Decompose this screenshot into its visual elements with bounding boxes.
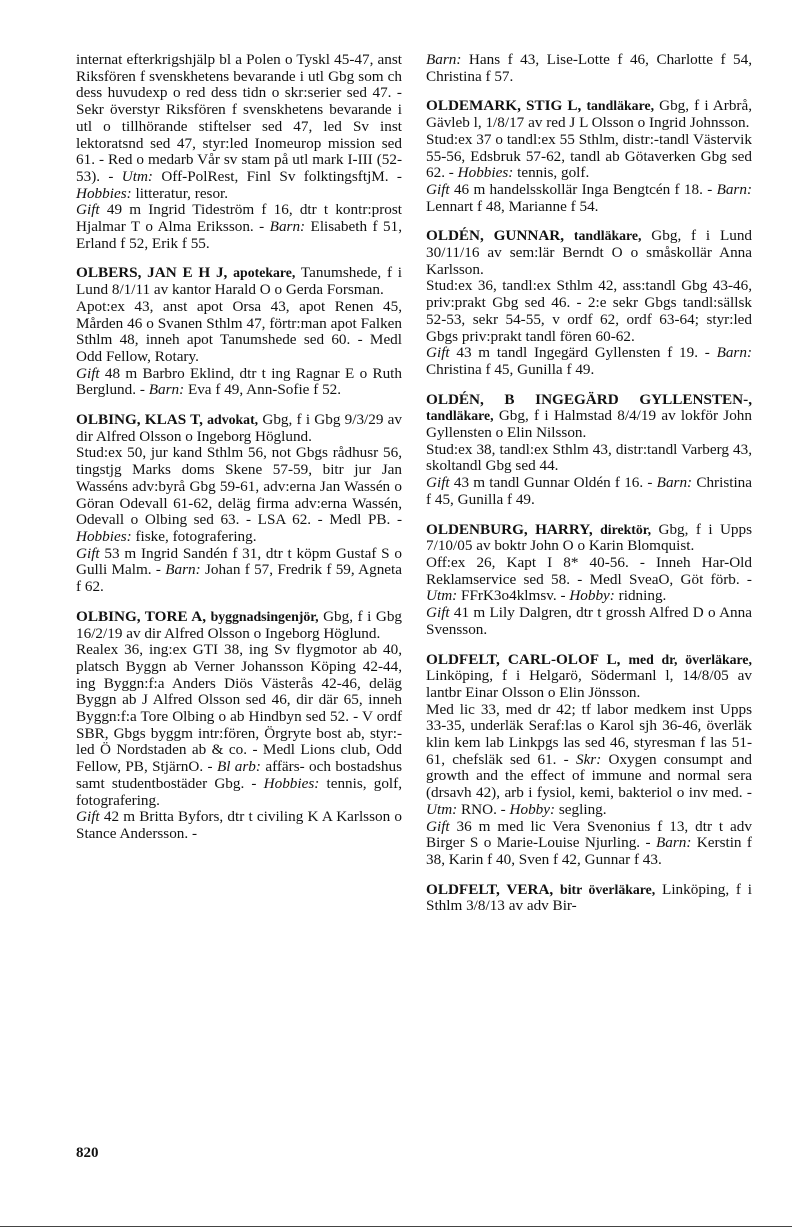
entry-text: Off:ex 26, Kapt I 8* 40-56. - Inneh Har-Old Reklamservice sed 58. - Medl SveaO, Göt förb. - [426,553,752,588]
entry-text: FFrK3o4klmsv. - [457,587,570,605]
entry-text: Apot:ex 43, anst apot Orsa 43, apot Renen 45, Mården 46 o Svanen Sthlm 47, förtr:man apot Falken Sthlm 48, inneh apot Tanumshede sed 60. - Medl Odd Fellow, Rotary. [76,297,402,365]
entry-paragraph [426,442,752,475]
entry-text: tennis, golf. [513,164,590,182]
field-label: Utm: [426,587,458,605]
entry-text: 48 m Barbro Eklind, dtr t ing Ragnar E o Ruth Berglund. - [76,364,402,399]
entry-paragraph [426,132,752,182]
right-column [426,52,752,915]
entry-title: med dr, överläkare, [628,651,752,667]
entry-text: 43 m tandl Gunnar Oldén f 16. - [449,474,657,492]
entry-name: OLDFELT, VERA, [426,880,554,898]
entry-paragraph [426,98,752,131]
entry-paragraph [76,366,402,399]
entry-text: 41 m Lily Dalgren, dtr t grossh Alfred D o Anna Svensson. [426,604,752,638]
entry-text: Gbg, f i Upps 7/10/05 av boktr John O o Karin Blomquist. [426,520,753,555]
entry-text: Christina f 45, Gunilla f 49. [426,360,595,378]
field-label: Barn: [655,834,692,852]
entry-olden-b-ingegard-gyllensten [426,392,752,509]
left-column [76,52,402,843]
field-label: Bl arb: [216,758,261,776]
entry-text: Linköping, f i Helgarö, Södermanl l, 14/8/05 av lantbr Einar Olsson o Elin Jönsson. [426,667,752,701]
entry-text: 46 m handelsskollär Inga Bengtcén f 18. - [449,180,717,198]
field-label: Utm: [426,800,458,818]
entry-text: ridning. [614,587,667,605]
entry-name: OLDENBURG, HARRY, [426,520,593,538]
field-label: Skr: [575,750,602,768]
entry-paragraph [426,819,752,869]
entry-text: Stud:ex 38, tandl:ex Sthlm 43, distr:tandl Varberg 43, skoltandl Gbg sed 44. [426,440,752,475]
entry-paragraph [426,228,752,278]
entry-title: direktör, [600,521,652,537]
entry-text: Hans f 43, Lise-Lotte f 46, Charlotte f 54, Christina f 57. [426,51,752,85]
field-label: Gift [426,817,450,835]
field-label: Hobbies: [457,164,514,182]
field-label: Gift [426,604,450,622]
entry-paragraph [426,52,752,85]
entry-text: Stud:ex 37 o tandl:ex 55 Sthlm, distr:-tandl Västervik 55-56, Edsbruk 57-62, tandl ab Götaverken Gbg sed 62. - [426,130,752,182]
entry-name: OLBING, TORE A, [76,607,207,625]
field-label: Hobbies: [76,527,132,545]
field-label: Gift [76,808,100,826]
entry-text: segling. [555,800,607,818]
entry-paragraph [426,882,752,915]
entry-text: 43 m tandl Ingegärd Gyllensten f 19. - [449,344,717,362]
entry-name: OLDÉN, B INGEGÄRD GYLLENSTEN-, [426,390,752,408]
entry-paragraph [76,202,402,252]
field-label: Gift [426,180,450,198]
field-label: Gift [426,474,450,492]
field-label: Gift [426,344,450,362]
field-label: Barn: [716,344,752,362]
entry-paragraph [426,278,752,345]
entry-text: Eva f 49, Ann-Sofie f 52. [184,381,342,399]
entry-paragraph [76,412,402,445]
entry-paragraph [76,265,402,298]
entry-paragraph [426,555,752,605]
entry-paragraph [426,652,752,702]
entry-text: 42 m Britta Byfors, dtr t civiling K A Karlsson o Stance Andersson. - [76,808,402,842]
entry-paragraph [426,345,752,378]
entry-paragraph [426,392,752,442]
entry-paragraph [426,475,752,508]
field-label: Utm: [121,167,153,185]
entry-text: Elisabeth f 51, Erland f 52, Erik f 55. [76,218,403,252]
entry-title: byggnadsingenjör, [210,608,319,624]
field-label: Hobbies: [263,774,320,792]
field-label: Barn: [716,180,752,198]
entry-text: Christina f 45, Gunilla f 49. [426,474,753,508]
entry-text: Johan f 57, Fredrik f 59, Agneta f 62. [76,561,402,596]
entry-text: Gbg, f i Gbg 16/2/19 av dir Alfred Olsson o Ingeborg Höglund. [76,607,403,642]
entry-paragraph [76,546,402,596]
entry-text: Gbg, f i Halmstad 8/4/19 av lokför John Gyllensten o Elin Nilsson. [426,407,752,442]
entry-name: OLDFELT, CARL-OLOF L, [426,650,621,668]
entry-olbing-klas-t [76,412,402,596]
entry-text: Linköping, f i Sthlm 3/8/13 av adv Bir- [426,880,752,915]
entry-paragraph [426,182,752,215]
entry-oldenburg-harry [426,522,752,639]
entry-oldfelt-vera [426,882,752,915]
field-label: Barn: [148,381,185,399]
entry-text: Realex 36, ing:ex GTI 38, ing Sv flygmotor ab 40, platsch Byggn ab Verner Johansson Köping 42-44, ing Byggn:f:a Anders Diös Västerås 42-46, deläg Byggn ab J Alfred Olsson sed 46, dir där 65, inneh Byggn:f:a Tore Olbing o ab Hindbyn sed 52. - V ordf SBR, Gbgs byggm intr:fören, Örgryte bost ab, styr:-led Ö Nordstaden ab & co. - Medl Lions club, Odd Fellow, PB, StjärnO. - [76,641,402,776]
entry-text: RNO. - [457,800,510,818]
entry-text: Oxygen consumpt and growth and the effect of immune and normal sera (drsavh 42), arb i fysiol, kemi, bakteriol o inv med. - [426,750,753,802]
entry-olbers-jan-e-h-j [76,265,402,399]
entry-olden-gunnar [426,228,752,378]
entry-text: fiske, fotografering. [131,527,257,545]
entry-text: 49 m Ingrid Tideström f 16, dtr t kontr:prost Hjalmar T o Alma Eriksson. - [76,201,402,236]
entry-name: OLDEMARK, STIG L, [426,97,582,115]
entry-text: 36 m med lic Vera Svenonius f 13, dtr t adv Birger S o Marie-Louise Njurling. - [426,817,752,852]
entry-text: Gbg, f i Arbrå, Gävleb l, 1/8/17 av red J L Olsson o Ingrid Johnsson. [426,97,753,132]
entry-title: tandläkare, [586,98,655,114]
entry-title: tandläkare, [426,408,494,424]
entry-paragraph [426,605,752,638]
entry-name: OLDÉN, GUNNAR, [426,227,565,245]
entry-paragraph [426,522,752,555]
entry-text: internat efterkrigshjälp bl a Polen o Tyskl 45-47, anst Riksfören f svenskhetens bevarande i utl Gbg som ch dess huvudexp o red dess tidn o skr:serier sed 47. - Sekr överstyr Riksfören f svenskhetens bevarande i utl o tillhörande stiftelser sed 47, led Sv inst lektoratsnd sed 47, styr:led Inomeurop mission sed 61. - Red o medarb Vår sv stam på utl mark I-III (52-53). - [76,51,402,185]
page-number: 820 [76,1145,99,1161]
field-label: Gift [76,201,100,219]
entry-title: apotekare, [233,265,296,281]
entry-paragraph [76,609,402,642]
entry-paragraph [76,299,402,366]
field-label: Hobby: [509,800,556,818]
entry-text: Med lic 33, med dr 42; tf labor medkem inst Upps 33-35, underläk Seraf:las o Karol sjh 36-46, överläk klin kem lab Linkpgs las sed 46, styresman f las 51-61, chefsläk sed 61. - [426,700,752,768]
entry-paragraph [426,702,752,819]
field-label: Barn: [165,561,201,579]
entry-olbing-tore-a [76,609,402,843]
field-label: Gift [76,364,100,382]
entry-text: Lennart f 48, Marianne f 54. [426,197,599,215]
entry-continued [76,52,402,252]
field-label: Barn: [269,218,306,236]
entry-title: tandläkare, [573,228,642,244]
entry-text: Kerstin f 38, Karin f 40, Sven f 42, Gunnar f 43. [426,834,752,868]
entry-text: affärs- och bostadshus samt studentbostäder Gbg. - [76,758,403,792]
entry-title: bitr överläkare, [560,881,656,897]
entry-text: Stud:ex 36, tandl:ex Sthlm 42, ass:tandl Gbg 43-46, priv:prakt Gbg sed 46. - 2:e sekr Gbgs tandl:sällsk 52-53, sekr 54-55, v ordf 62, ordf 63-64; styr:led Gbgs priv:prakt tandl fören 60-62. [426,277,752,345]
entry-text: Stud:ex 50, jur kand Sthlm 56, not Gbgs rådhusr 56, tingstjg Marks doms Skene 57-59, bitr jur Jan Wasséns adv:byrå Gbg 59-61, adv:erna Jan Wassén o Göran Odevall 61-62, deläg firma adv:erna Wassén, Odevall o Olbing sed 63. - LSA 62. - Medl PB. - [76,444,402,529]
entry-continued [426,52,752,85]
entry-name: OLBING, KLAS T, [76,411,203,429]
entry-text: Gbg, f i Gbg 9/3/29 av dir Alfred Olsson o Ingeborg Höglund. [76,411,403,445]
entry-paragraph [76,809,402,842]
entry-paragraph [76,445,402,545]
field-label: Gift [76,544,100,562]
entry-oldfelt-carl-olof-l [426,652,752,869]
entry-text: 53 m Ingrid Sandén f 31, dtr t köpm Gustaf S o Gulli Malm. - [76,544,402,579]
field-label: Hobby: [569,587,615,605]
entry-paragraph [76,642,402,809]
entry-title: advokat, [207,412,259,428]
entry-paragraph [76,52,402,202]
field-label: Barn: [656,474,693,492]
bottom-rule [0,1226,792,1227]
entry-name: OLBERS, JAN E H J, [76,264,228,282]
field-label: Hobbies: [76,184,132,202]
entry-text: litteratur, resor. [131,184,229,202]
entry-text: Gbg, f i Lund 30/11/16 av sem:lär Berndt O o småskollär Anna Karlsson. [426,227,753,278]
field-label: Barn: [426,51,462,68]
entry-text: Off-PolRest, Finl Sv folktingsftjM. - [153,167,402,185]
entry-text: tennis, golf, fotografering. [76,774,402,809]
entry-oldemark-stig-l [426,98,752,215]
entry-text: Tanumshede, f i Lund 8/1/11 av kantor Harald O o Gerda Forsman. [76,264,403,299]
